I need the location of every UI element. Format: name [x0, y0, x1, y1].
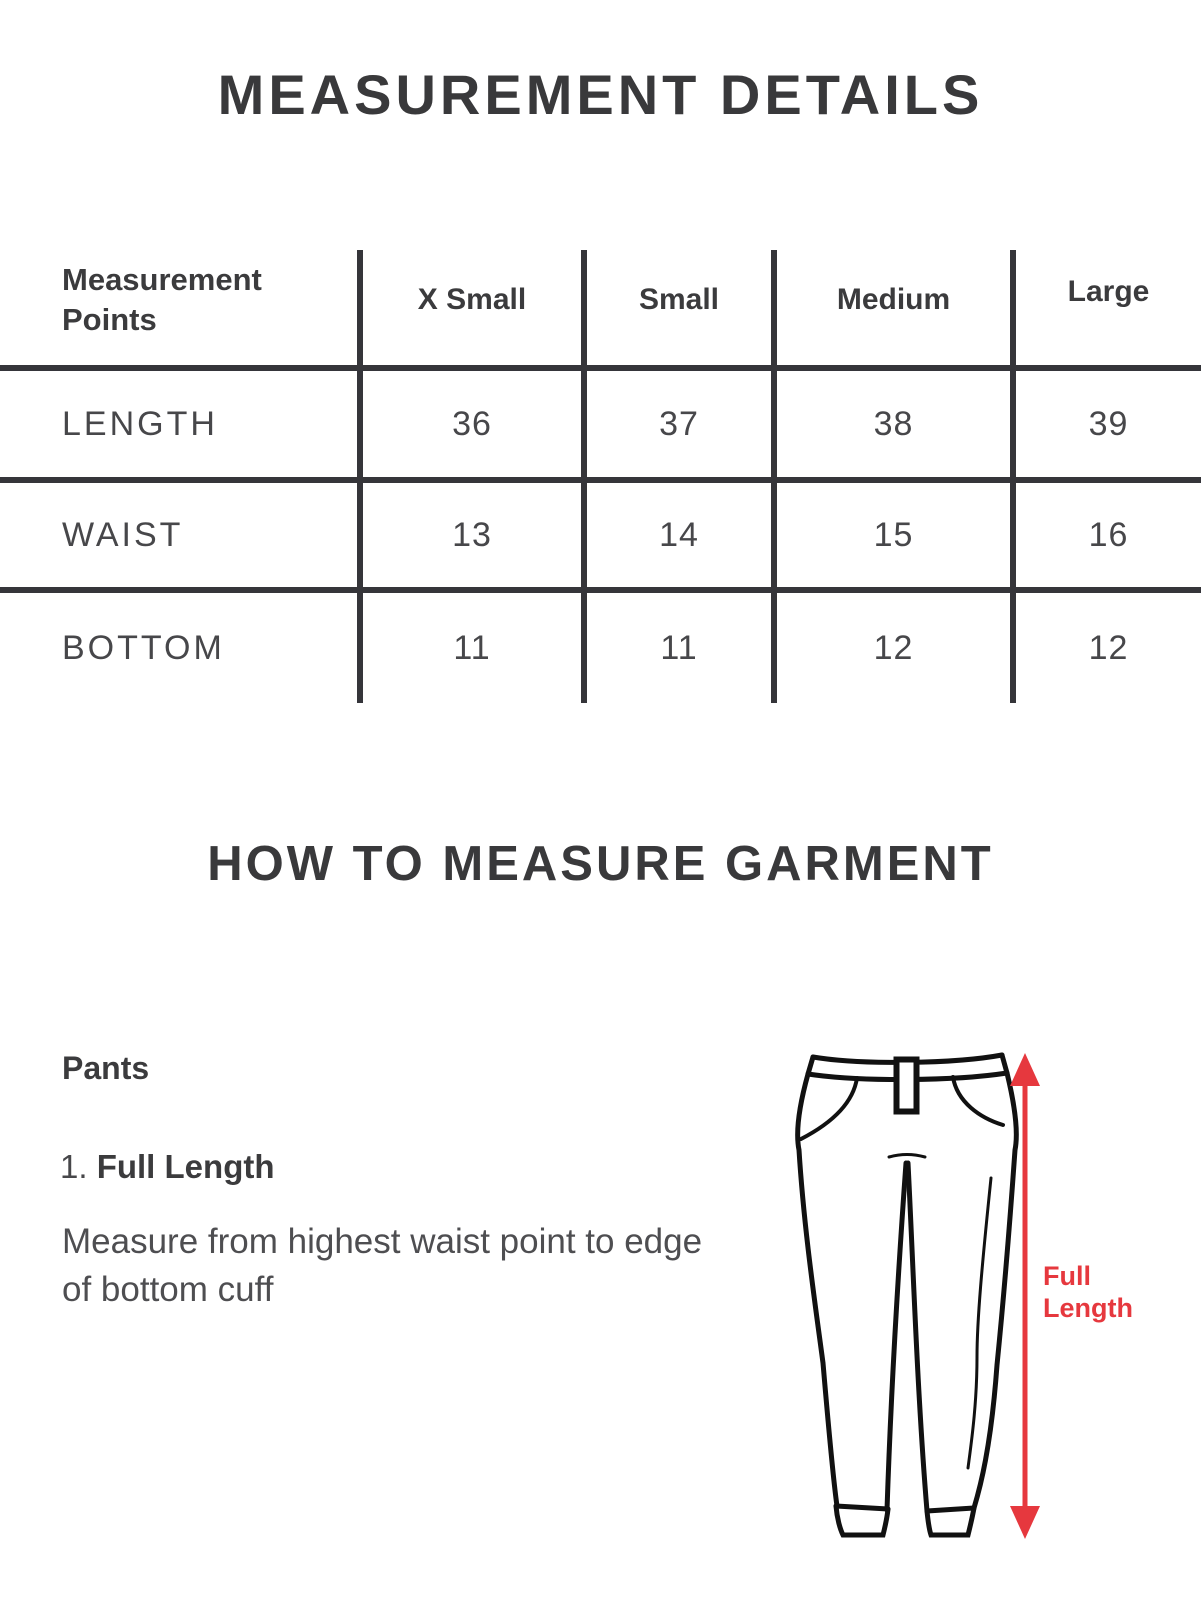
table-cell: 38 [873, 405, 914, 443]
row-label-length: LENGTH [62, 405, 218, 443]
column-header-medium: Medium [836, 283, 951, 316]
belt-tab [897, 1060, 917, 1112]
garment-name: Pants [62, 1050, 150, 1086]
table-cell: 15 [873, 516, 914, 554]
pants-outline [798, 1055, 1017, 1535]
table-cell: 14 [659, 516, 699, 554]
table-cell: 12 [873, 629, 914, 667]
row-label-waist: WAIST [62, 516, 184, 554]
column-header-large: Large [1067, 275, 1150, 308]
table-cell: 13 [452, 516, 492, 554]
table-cell: 39 [1088, 405, 1129, 443]
table-cell: 36 [452, 405, 492, 443]
step-description: Measure from highest waist point to edge of bottom cuff [62, 1222, 703, 1309]
row-label-bottom: BOTTOM [62, 629, 225, 667]
column-header-measurement-points: Measurement Points [62, 262, 262, 337]
table-gridline-horizontal [0, 477, 1201, 483]
table-cell: 11 [453, 629, 491, 667]
table-cell: 12 [1088, 629, 1129, 667]
full-length-label: Full Length [1043, 1261, 1133, 1323]
table-cell: 37 [659, 405, 699, 443]
table-gridline-horizontal [0, 587, 1201, 593]
section-title: HOW TO MEASURE GARMENT [207, 837, 994, 891]
column-header-x-small: X Small [417, 283, 527, 316]
table-cell: 11 [660, 629, 698, 667]
page-title: MEASUREMENT DETAILS [217, 63, 984, 126]
table-cell: 16 [1088, 516, 1129, 554]
step-heading [60, 1148, 275, 1186]
step-title: Full Length [96, 1148, 275, 1185]
step-number: 1. [60, 1148, 88, 1185]
column-header-small: Small [638, 283, 720, 316]
table-gridline-horizontal [0, 365, 1201, 371]
